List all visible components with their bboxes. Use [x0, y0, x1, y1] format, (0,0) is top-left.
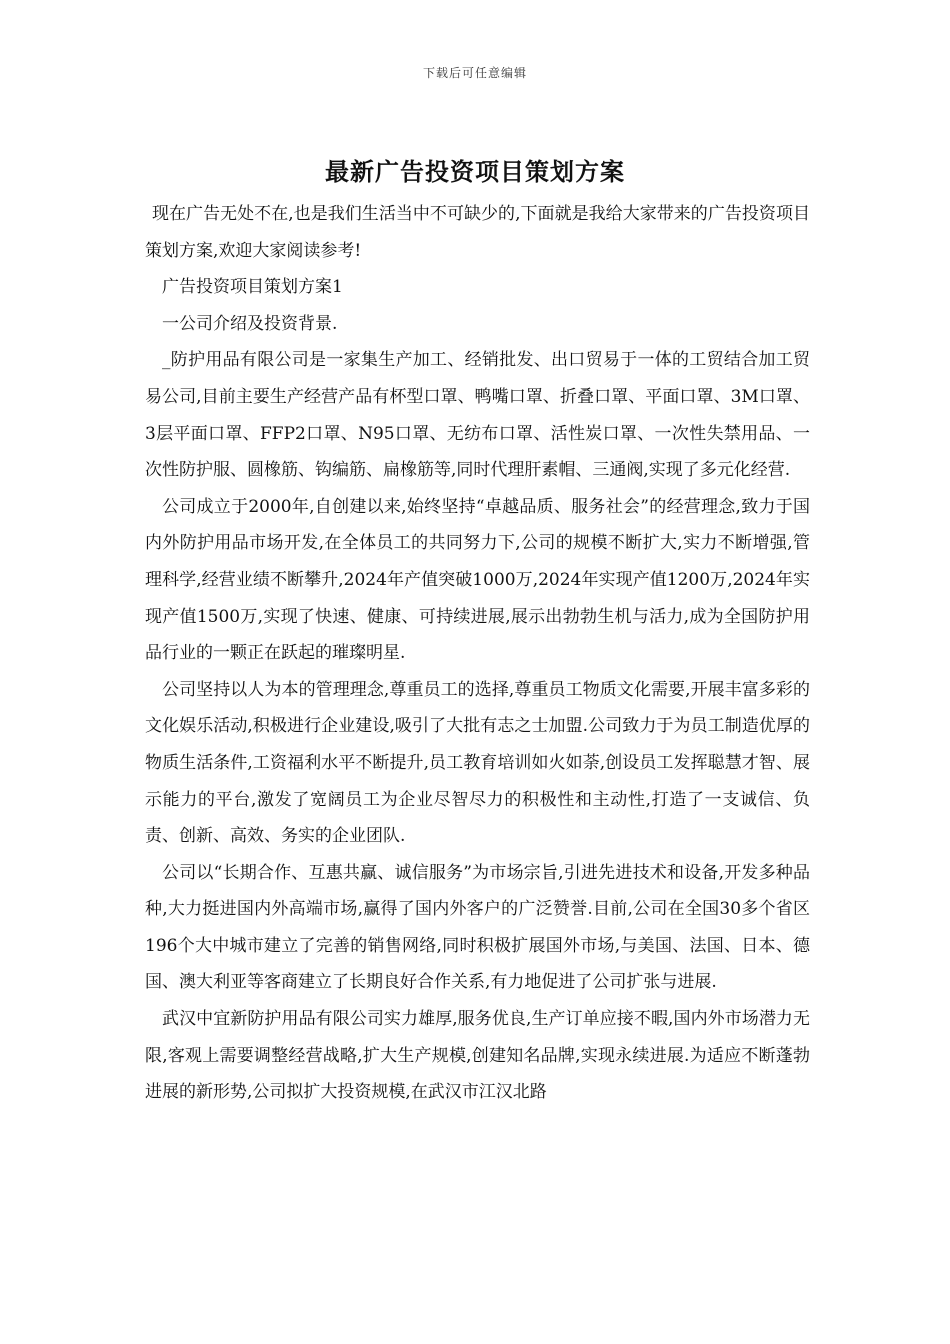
body-paragraph: 武汉中宜新防护用品有限公司实力雄厚,服务优良,生产订单应接不暇,国内外市场潜力无限,客观上需要调整经营战略,扩大生产规模,创建知名品牌,实现永续进展.为适应不断蓬勃进展的新形势,公司拟扩大投资规模,在武汉市江汉北路	[145, 1009, 810, 1103]
body-paragraph: 公司成立于2000年,自创建以来,始终坚持“卓越品质、服务社会”的经营理念,致力于国内外防护用品市场开发,在全体员工的共同努力下,公司的规模不断扩大,实力不断增强,管理科学,经营业绩不断攀升,2024年产值突破1000万,2024年实现产值1200万,2024年实现产值1500万,实现了快速、健康、可持续进展,展示出勃勃生机与活力,成为全国防护用品行业的一颗正在跃起的璀璨明星.	[145, 496, 810, 664]
body-paragraph: _防护用品有限公司是一家集生产加工、经销批发、出口贸易于一体的工贸结合加工贸易公司,目前主要生产经营产品有杯型口罩、鸭嘴口罩、折叠口罩、平面口罩、3M口罩、3层平面口罩、FFP2口罩、N95口罩、无纺布口罩、活性炭口罩、一次性失禁用品、一次性防护服、圆橡筋、钩编筋、扁橡筋等,同时代理肝素帽、三通阀,实现了多元化经营.	[145, 350, 810, 481]
intro-paragraph: 现在广告无处不在,也是我们生活当中不可缺少的,下面就是我给大家带来的广告投资项目策划方案,欢迎大家阅读参考!	[145, 204, 810, 261]
body-paragraph: 公司坚持以人为本的管理理念,尊重员工的选择,尊重员工物质文化需要,开展丰富多彩的文化娱乐活动,积极进行企业建设,吸引了大批有志之士加盟.公司致力于为员工制造优厚的物质生活条件,工资福利水平不断提升,员工教育培训如火如荼,创设员工发挥聪慧才智、展示能力的平台,激发了宽阔员工为企业尽智尽力的积极性和主动性,打造了一支诚信、负责、创新、高效、务实的企业团队.	[145, 679, 810, 847]
body-paragraph: 公司以“长期合作、互惠共赢、诚信服务”为市场宗旨,引进先进技术和设备,开发多种品种,大力挺进国内外高端市场,赢得了国内外客户的广泛赞誉.目前,公司在全国30多个省区196个大中城市建立了完善的销售网络,同时积极扩展国外市场,与美国、法国、日本、德国、澳大利亚等客商建立了长期良好合作关系,有力地促进了公司扩张与进展.	[145, 862, 810, 993]
section-heading: 广告投资项目策划方案1	[162, 277, 343, 298]
document-title: 最新广告投资项目策划方案	[325, 157, 625, 186]
header-note: 下载后可任意编辑	[422, 66, 527, 80]
document-body	[145, 196, 810, 1111]
subsection-heading: 一公司介绍及投资背景.	[162, 313, 338, 334]
